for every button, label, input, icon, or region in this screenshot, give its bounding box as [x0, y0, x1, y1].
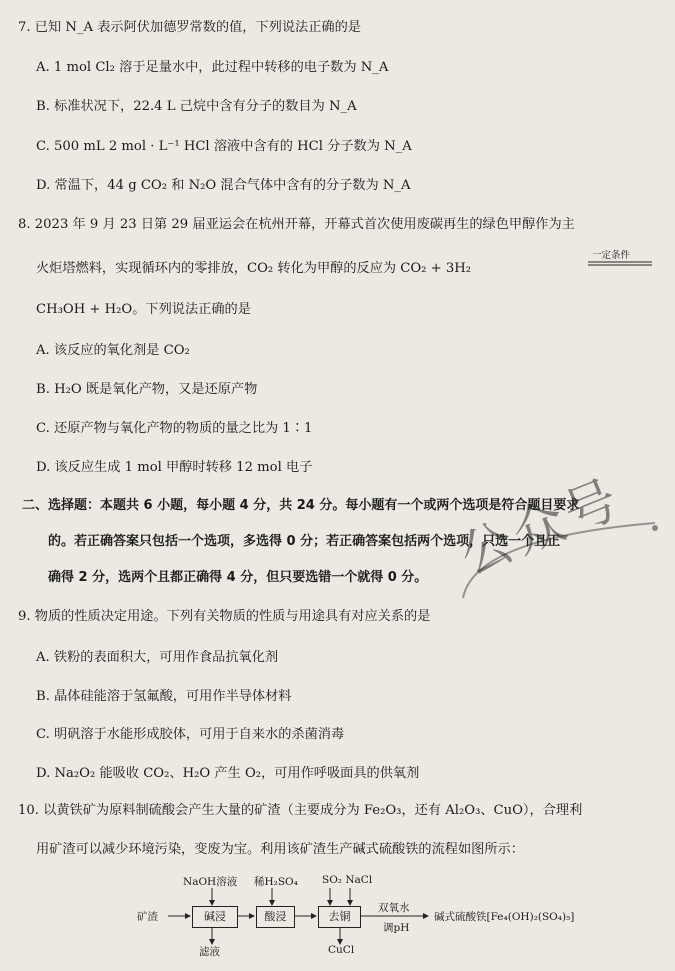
- q8-option-d: D. 该反应生成 1 mol 甲醇时转移 12 mol 电子: [36, 460, 313, 475]
- flow-box-alkali-leach: 碱浸: [192, 906, 238, 928]
- watermark-text: 公众号: [451, 468, 631, 587]
- q7-option-a: A. 1 mol Cl₂ 溶于足量水中，此过程中转移的电子数为 N_A: [36, 60, 389, 75]
- flow-box-acid-leach: 酸浸: [256, 906, 295, 928]
- flow-arrow-condition: 调pH: [383, 922, 410, 934]
- q9-option-d: D. Na₂O₂ 能吸收 CO₂、H₂O 产生 O₂，可用作呼吸面具的供氧剂: [36, 766, 420, 781]
- q9-option-b: B. 晶体硅能溶于氢氟酸，可用作半导体材料: [36, 689, 292, 704]
- flow-input-h2so4: 稀H₂SO₄: [254, 876, 298, 888]
- q8-option-a: A. 该反应的氧化剂是 CO₂: [36, 343, 190, 358]
- flow-input-naoh: NaOH溶液: [183, 876, 238, 888]
- flow-output-filtrate: 滤液: [199, 946, 220, 958]
- q8-option-c: C. 还原产物与氧化产物的物质的量之比为 1∶1: [36, 421, 313, 436]
- flow-product: 碱式硫酸铁[Fe₄(OH)₂(SO₄)₅]: [434, 911, 575, 923]
- q8-stem-line3: CH₃OH + H₂O。下列说法正确的是: [36, 302, 251, 317]
- flow-box-copper-removal: 去铜: [318, 906, 361, 928]
- q7-option-b: B. 标准状况下，22.4 L 己烷中含有分子的数目为 N_A: [36, 99, 357, 114]
- flow-arrow-reagent: 双氧水: [378, 902, 410, 914]
- section2-line2: 的。若正确答案只包括一个选项，多选得 0 分；若正确答案包括两个选项，只选一个且正: [48, 534, 561, 549]
- reaction-condition: 一定条件: [592, 250, 631, 261]
- q9-option-a: A. 铁粉的表面积大，可用作食品抗氧化剂: [36, 650, 279, 665]
- q10-stem-line2: 用矿渣可以减少环境污染，变废为宝。利用该矿渣生产碱式硫酸铁的流程如图所示：: [36, 842, 524, 857]
- q10-stem-line1: 10. 以黄铁矿为原料制硫酸会产生大量的矿渣（主要成分为 Fe₂O₃，还有 Al₂O₃、CuO），合理利: [18, 803, 583, 818]
- q7-stem: 7. 已知 N_A 表示阿伏加德罗常数的值，下列说法正确的是: [18, 20, 361, 35]
- q9-stem: 9. 物质的性质决定用途。下列有关物质的性质与用途具有对应关系的是: [18, 609, 431, 624]
- q8-stem-line2: 火炬塔燃料，实现循环内的零排放，CO₂ 转化为甲醇的反应为 CO₂ + 3H₂: [36, 261, 472, 276]
- flow-start-label: 矿渣: [137, 911, 158, 923]
- q7-option-d: D. 常温下，44 g CO₂ 和 N₂O 混合气体中含有的分子数为 N_A: [36, 178, 411, 193]
- section2-line1: 二、选择题：本题共 6 小题，每小题 4 分，共 24 分。每小题有一个或两个选项是符合题目要求: [22, 498, 580, 513]
- q9-option-c: C. 明矾溶于水能形成胶体，可用于自来水的杀菌消毒: [36, 727, 345, 742]
- q8-stem-line1: 8. 2023 年 9 月 23 日第 29 届亚运会在杭州开幕，开幕式首次使用废碳再生的绿色甲醇作为主: [18, 217, 575, 232]
- flow-input-so2-nacl: SO₂ NaCl: [322, 874, 373, 886]
- q8-option-b: B. H₂O 既是氧化产物，又是还原产物: [36, 382, 258, 397]
- flow-output-cucl: CuCl: [328, 944, 355, 956]
- section2-line3: 确得 2 分，选两个且都正确得 4 分，但只要选错一个就得 0 分。: [48, 570, 428, 585]
- q7-option-c: C. 500 mL 2 mol · L⁻¹ HCl 溶液中含有的 HCl 分子数为 N_A: [36, 139, 412, 154]
